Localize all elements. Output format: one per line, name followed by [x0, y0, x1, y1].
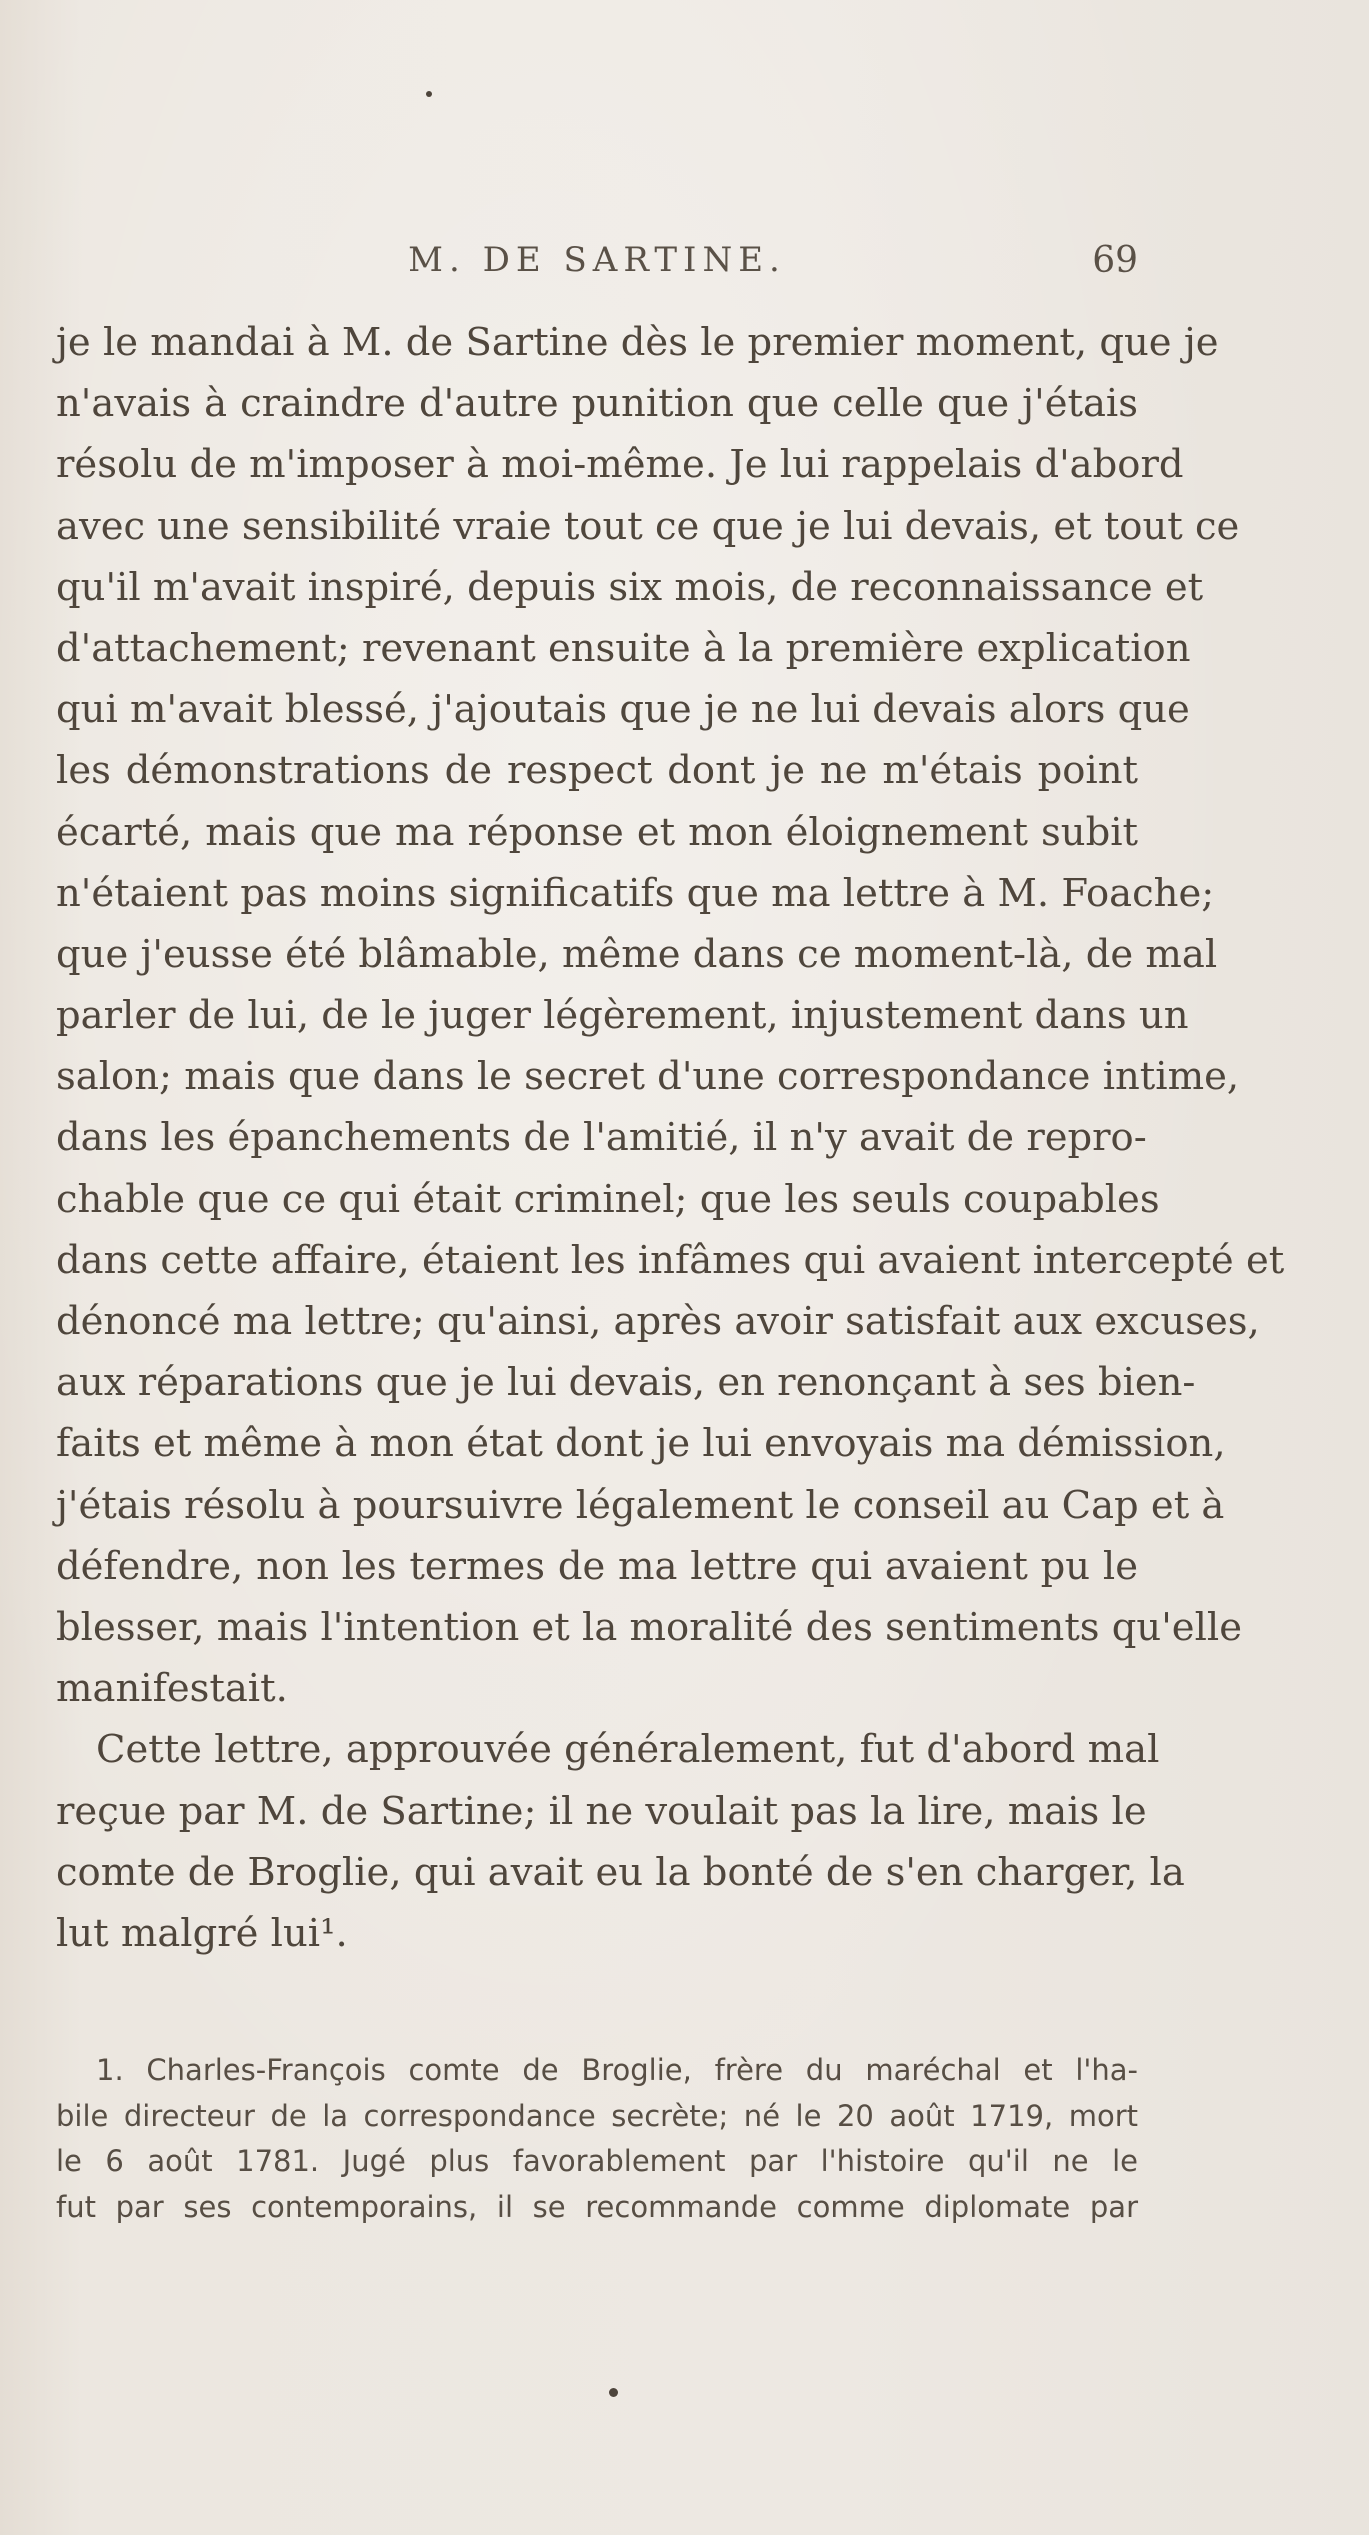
running-head: [56, 240, 1138, 300]
body-line: dénoncé ma lettre; qu'ainsi, après avoir satisfait aux excuses,: [56, 1299, 1260, 1344]
body-line: défendre, non les termes de ma lettre qui avaient pu le: [56, 1543, 1138, 1589]
footnote-line: le 6 août 1781. Jugé plus favorablement par l'histoire qu'il ne le: [56, 2144, 1138, 2178]
footnote-line: bile directeur de la correspondance secrète; né le 20 août 1719, mort: [56, 2098, 1138, 2133]
body-line: blesser, mais l'intention et la moralité des sentiments qu'elle: [56, 1604, 1242, 1650]
body-line: je le mandai à M. de Sartine dès le premier moment, que je: [56, 320, 1219, 365]
body-line: avec une sensibilité vraie tout ce que je lui devais, et tout ce: [56, 503, 1240, 549]
body-line: parler de lui, de le juger légèrement, injustement dans un: [56, 993, 1189, 1039]
body-text: [56, 312, 1285, 1964]
footnote-line: fut par ses contemporains, il se recommande comme diplomate par: [56, 2189, 1138, 2224]
body-line: dans les épanchements de l'amitié, il n'y avait de repro-: [56, 1115, 1147, 1161]
body-line: salon; mais que dans le secret d'une correspondance intime,: [56, 1054, 1240, 1100]
page-number: 69: [1092, 240, 1138, 281]
body-line: d'attachement; revenant ensuite à la première explication: [56, 625, 1191, 671]
body-line: aux réparations que je lui devais, en renonçant à ses bien-: [56, 1360, 1196, 1406]
ink-speck: [426, 91, 432, 97]
body-line: reçue par M. de Sartine; il ne voulait pas la lire, mais le: [56, 1788, 1147, 1834]
body-line: manifestait.: [56, 1666, 288, 1712]
running-title: M. DE SARTINE.: [408, 240, 786, 280]
body-line: lut malgré lui¹.: [56, 1910, 348, 1956]
body-line: faits et même à mon état dont je lui envoyais ma démission,: [56, 1421, 1226, 1467]
footnote: [56, 2048, 1138, 2230]
body-line: n'étaient pas moins significatifs que ma lettre à M. Foache;: [56, 870, 1215, 916]
body-line: résolu de m'imposer à moi-même. Je lui rappelais d'abord: [56, 442, 1184, 488]
ink-speck: [609, 2388, 618, 2397]
body-line: écarté, mais que ma réponse et mon éloignement subit: [56, 809, 1138, 855]
body-line: comte de Broglie, qui avait eu la bonté de s'en charger, la: [56, 1849, 1185, 1895]
body-line: Cette lettre, approuvée généralement, fut d'abord mal: [96, 1727, 1160, 1773]
body-line: qu'il m'avait inspiré, depuis six mois, de reconnaissance et: [56, 564, 1204, 610]
body-line: les démonstrations de respect dont je ne m'étais point: [56, 748, 1138, 794]
body-line: qui m'avait blessé, j'ajoutais que je ne lui devais alors que: [56, 687, 1190, 733]
body-line: que j'eusse été blâmable, même dans ce moment-là, de mal: [56, 931, 1218, 977]
body-line: j'étais résolu à poursuivre légalement le conseil au Cap et à: [56, 1482, 1225, 1528]
body-line: n'avais à craindre d'autre punition que celle que j'étais: [56, 381, 1138, 427]
body-line: chable que ce qui était criminel; que les seuls coupables: [56, 1176, 1160, 1222]
footnote-line: 1. Charles-François comte de Broglie, frère du maréchal et l'ha-: [96, 2053, 1138, 2087]
body-line: dans cette affaire, étaient les infâmes qui avaient intercepté et: [56, 1237, 1285, 1283]
